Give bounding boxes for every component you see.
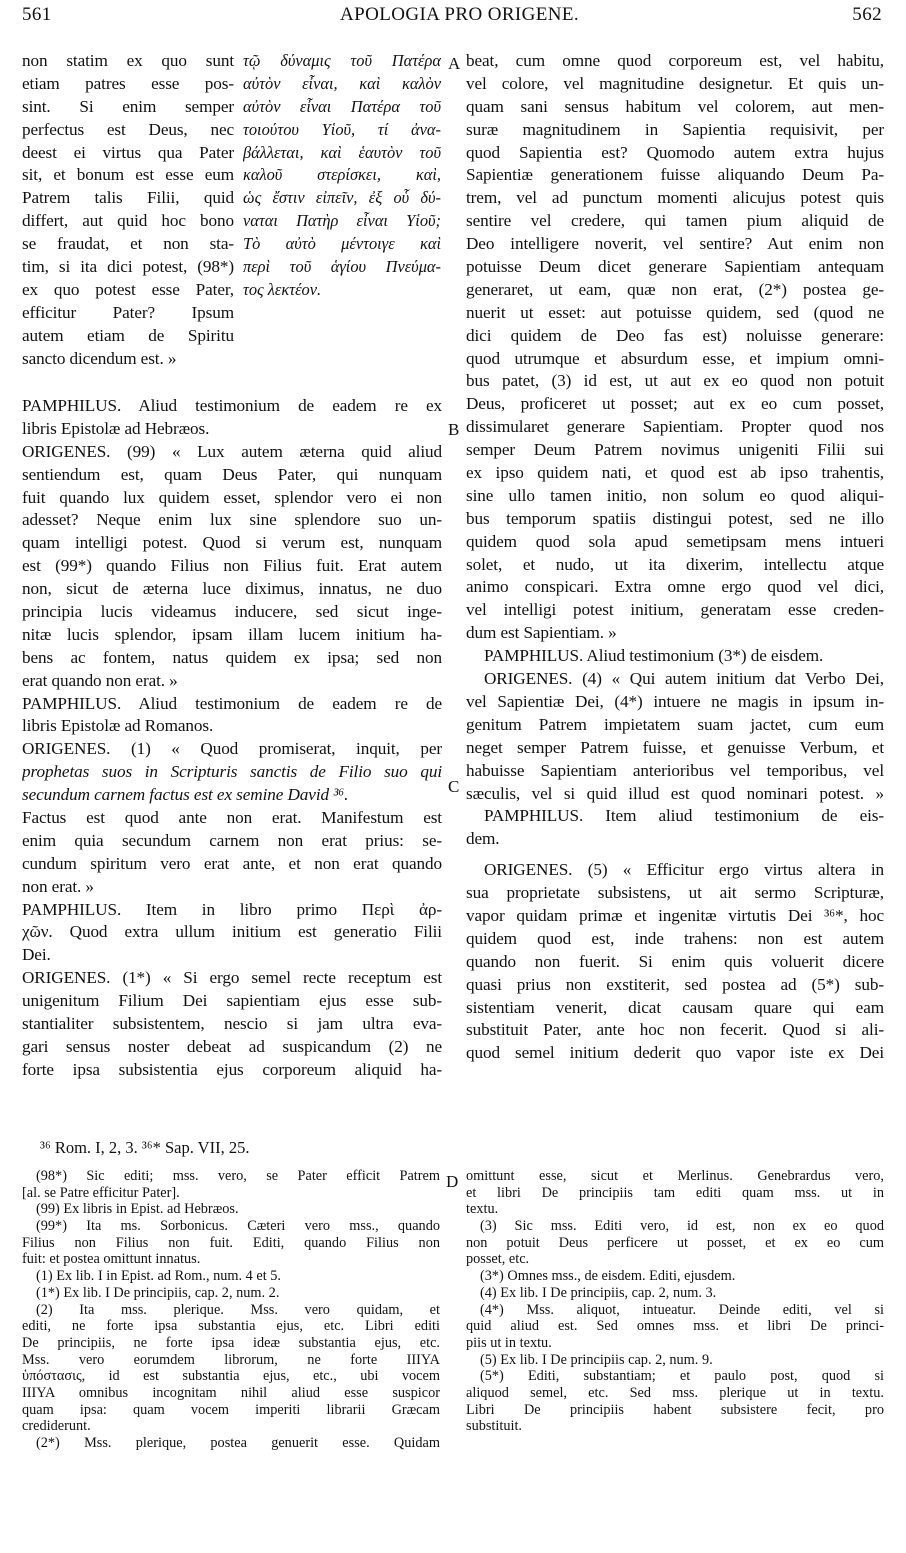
- text-line: unigenitum Filium Dei sapientiam ejus esse sub-: [22, 991, 442, 1011]
- text-line: prophetas suos in Scripturis sanctis de Filio suo qui: [22, 762, 442, 782]
- text-line: Dei.: [22, 945, 51, 965]
- heading-line: PAMPHILUS. Aliud testimonium de eadem re ex: [22, 396, 442, 415]
- text-line: quasi prius non exstiterit, sed postea ad (5*) sub-: [466, 974, 884, 994]
- text-line: quod semel initium dederit quo vapor iste ex Dei: [466, 1043, 884, 1063]
- text-line: secundum carnem factus est ex semine David ³⁶.: [22, 785, 349, 805]
- greek-line: περὶ τοῦ ἁγίου Πνεύμα-: [243, 257, 441, 277]
- text-line: quidem quod est, inde trahens: non est autem: [466, 928, 884, 948]
- footnote-line: substituit.: [466, 1418, 523, 1435]
- footnote-line: posset, etc.: [466, 1251, 530, 1268]
- greek-line: βάλλεται, καὶ ἑαυτὸν τοῦ: [243, 142, 441, 162]
- text-line: beat, cum omne quod corporeum est, vel habitu,: [466, 51, 884, 70]
- heading-line: PAMPHILUS. Item in libro primo Περὶ ἀρ-: [22, 899, 442, 919]
- text-line: Factus est quod ante non erat. Manifestum est: [22, 808, 442, 828]
- text-line: solet, et nudo, ut ita dixerim, intellectu atque: [466, 554, 884, 574]
- text-line: non, sicut de æterna luce diximus, innatus, ne duo: [22, 579, 442, 599]
- footnotes-left: [22, 1168, 440, 1452]
- text-line: perfectus est Deus, nec: [22, 119, 234, 139]
- text-line: forte ipsa subsistentia ejus corporeum aliquid ha-: [22, 1059, 442, 1079]
- text-line: etiam patres esse pos-: [22, 73, 234, 93]
- text-line: habuisse Sapientiam anterioribus vel temporibus, vel: [466, 760, 884, 780]
- greek-column: [243, 50, 441, 302]
- text-line: bens ac fontem, natus quidem ex ipsa; sed non: [22, 647, 442, 667]
- text-line: fuit quando lux quidem esset, splendor vero ei non: [22, 487, 442, 507]
- text-line: differt, aut quid hoc bono: [22, 211, 234, 231]
- heading-line: PAMPHILUS. Item aliud testimonium de eis-: [484, 806, 884, 826]
- footnote-line: (98*) Sic editi; mss. vero, se Pater efficit Patrem: [36, 1168, 440, 1184]
- margin-letter-d: D: [446, 1172, 459, 1191]
- text-line: ex quo potest esse Pater,: [22, 279, 234, 299]
- footnote-line: ὑπόστασις, id est substantia ejus, etc., ubi vocem: [22, 1368, 440, 1385]
- footnote-line: De principiis, ne forte ipsa ideæ substantia ejus, etc.: [22, 1334, 440, 1351]
- text-line: sæculis, vel si quid illud est quod nominari potest. »: [466, 783, 884, 803]
- footnote-line: (1*) Ex lib. I De principiis, cap. 2, num. 2.: [36, 1284, 280, 1301]
- text-line: vapor quidam primæ et ingenitæ virtutis Dei ³⁶*, hoc: [466, 905, 884, 925]
- text-line: bus temporum spatiis distingui potest, sed ne illo: [466, 508, 884, 528]
- text-line: Deus, proficeret ut posset; aut ex eo cum posset,: [466, 394, 884, 414]
- text-line: sint. Si enim semper: [22, 96, 234, 116]
- footnote-line: Libri De principiis habent subsistere fecit, pro: [466, 1401, 884, 1418]
- footnote-line: textu.: [466, 1201, 499, 1218]
- text-line: gari sensus noster debeat ad suspicandum (2) ne: [22, 1036, 442, 1056]
- text-line: trem, vel ad punctum momenti alicujus potest quis: [466, 188, 884, 208]
- footnote-line: quam ipsa: quam vocem imperiti librarii Græcam: [22, 1401, 440, 1418]
- margin-letter-c: C: [448, 777, 460, 796]
- footnote-line: editi, ne forte ipsa substantia ejus, etc. Libri editi: [22, 1318, 440, 1335]
- text-line: sua proprietate subsistens, ut ait sermo Scripturæ,: [466, 883, 884, 903]
- text-line: stantialiter subsistentem, nescio si jam ultra eva-: [22, 1014, 442, 1034]
- greek-line: τῷ δύναμις τοῦ Πατέρα: [243, 51, 441, 70]
- text-line: est (99*) quando Filius non Filius fuit. Erat autem: [22, 556, 442, 576]
- text-line: sistentiam venerit, dicat causam quare qui eam: [466, 997, 884, 1017]
- greek-line: ὡς ἔστιν εἰπεῖν, ἐξ οὗ δύ-: [243, 188, 441, 208]
- text-line: non statim ex quo sunt: [22, 51, 234, 70]
- footnote-line: omittunt esse, sicut et Merlinus. Genebrardus vero,: [466, 1168, 884, 1184]
- text-line: dem.: [466, 829, 500, 849]
- footnote-line: Mss. vero eorumdem librorum, ne forte IIIYA: [22, 1351, 440, 1368]
- page-number-left: 561: [22, 4, 52, 25]
- text-line: quando non fuerit. Si enim quis voluerit dicere: [466, 951, 884, 971]
- page-number-right: 562: [852, 4, 882, 25]
- footnote-line: (4*) Mss. aliquot, intueatur. Deinde editi, vel si: [480, 1301, 884, 1318]
- footnote-line: crediderunt.: [22, 1418, 91, 1435]
- text-line: vel colore, vel magnitudine designetur. Et quis un-: [466, 73, 884, 93]
- text-line: animo conspicari. Extra omne ergo quod vel dici,: [466, 577, 884, 597]
- text-line: libris Epistolæ ad Hebræos.: [22, 418, 210, 438]
- footnote-line: non potuit Deus perficere ut posset, et ex eo cum: [466, 1234, 884, 1251]
- text-line: cundum spiritum vero erat ante, et non erat quando: [22, 853, 442, 873]
- text-line: substituit Pater, ante hoc non fecerit. Quod si ali-: [466, 1020, 884, 1040]
- footnote-line: (3*) Omnes mss., de eisdem. Editi, ejusdem.: [480, 1268, 736, 1285]
- text-line: ORIGENES. (5) « Efficitur ergo virtus altera in: [484, 860, 884, 880]
- footnote-line: [al. se Patre efficitur Pater].: [22, 1184, 180, 1201]
- text-line: Patrem talis Filii, quid: [22, 188, 234, 208]
- greek-line: αὐτὸν εἶναι, καὶ καλὸν: [243, 73, 441, 93]
- text-line: potuisse Deum dicet generare Sapientiam antequam: [466, 257, 884, 277]
- margin-letter-a: A: [448, 54, 461, 73]
- text-line: neget semper Patrem fuisse, et genuisse Verbum, et: [466, 737, 884, 757]
- footnote-line: piis ut in textu.: [466, 1334, 552, 1351]
- footnote-line: (99*) Ita ms. Sorbonicus. Cæteri vero mss., quando: [36, 1218, 440, 1235]
- text-line: ORIGENES. (4) « Qui autem initium dat Verbo Dei,: [484, 669, 884, 689]
- footnote-line: (3) Sic mss. Editi vero, id est, non ex eo quod: [480, 1218, 884, 1235]
- text-line: non erat. »: [22, 876, 94, 896]
- footnote-line: (4) Ex lib. I De principiis, cap. 2, num. 3.: [480, 1284, 717, 1301]
- text-line: sit, et bonum est esse eum: [22, 165, 234, 185]
- footnote-line: (2) Ita mss. plerique. Mss. vero quidam, et: [36, 1301, 440, 1318]
- text-line: principia lucis videamus inducere, sed sicut inge-: [22, 602, 442, 622]
- left-column-lower: [22, 395, 442, 1082]
- footnote-line: et libri De principiis tam editi quam mss. ut in: [466, 1184, 884, 1201]
- text-line: dum est Sapientiam. »: [466, 623, 617, 643]
- text-line: Sapientiæ generationem fuisse aliquando Deum Pa-: [466, 165, 884, 185]
- text-line: quam sani sensus habitum vel colorem, aut men-: [466, 96, 884, 116]
- text-line: adesset? Neque enim lux sine splendore suo un-: [22, 510, 442, 530]
- text-line: ORIGENES. (1) « Quod promiserat, inquit, per: [22, 739, 442, 759]
- footnote-line: Filius non Filius non fuit. Editi, quando Filius non: [22, 1234, 440, 1251]
- text-line: erat quando non erat. »: [22, 670, 178, 690]
- greek-line: αὐτὸν εἶναι Πατέρα τοῦ: [243, 96, 441, 116]
- text-line: generaret, ut eam, quæ non erat, (2*) postea ge-: [466, 279, 884, 299]
- text-line: Deo intelligere noverit, vel sentire? Aut enim non: [466, 234, 884, 254]
- footnote-line: IIIYA omnibus incognitam nihil aliud esse suspicor: [22, 1384, 440, 1401]
- running-title: APOLOGIA PRO ORIGENE.: [340, 4, 580, 25]
- footnote-line: (1) Ex lib. I in Epist. ad Rom., num. 4 et 5.: [36, 1268, 282, 1285]
- right-column: [466, 50, 884, 1065]
- greek-line: καλοῦ στερίσκει, καὶ,: [243, 165, 441, 185]
- scripture-references: ³⁶ Rom. I, 2, 3. ³⁶* Sap. VII, 25.: [40, 1138, 250, 1157]
- footnote-line: (99) Ex libris in Epist. ad Hebræos.: [36, 1201, 239, 1218]
- text-line: bus patet, (3) id est, ut aut ex eo quod non potuit: [466, 371, 884, 391]
- text-line: quam intelligi potest. Quod si verum est, nunquam: [22, 533, 442, 553]
- text-line: ORIGENES. (99) « Lux autem æterna quid aliud: [22, 441, 442, 461]
- text-line: dissimularet generare Sapientiam. Propter quod nos: [466, 417, 884, 437]
- heading-line: PAMPHILUS. Aliud testimonium (3*) de eisdem.: [484, 646, 824, 666]
- footnote-line: (5) Ex lib. I De principiis cap. 2, num. 9.: [480, 1351, 713, 1368]
- text-line: suræ magnitudinem in Sapientia requisivit, per: [466, 119, 884, 139]
- text-line: se fraudat, et non sta-: [22, 234, 234, 254]
- text-line: quidem quod sola apud semetipsam mens intueri: [466, 531, 884, 551]
- text-line: dici quidem de Deo fas est) noluisse generare:: [466, 325, 884, 345]
- text-line: efficitur Pater? Ipsum: [22, 302, 234, 322]
- text-line: nuerit ut esset: aut potuisse quidem, sed (quod ne: [466, 302, 884, 322]
- footnote-line: (2*) Mss. plerique, postea genuerit esse. Quidam: [36, 1435, 440, 1451]
- footnote-line: aliquod semel, etc. Sed mss. plerique ut in textu.: [466, 1384, 884, 1401]
- footnotes-right: [466, 1168, 884, 1435]
- text-line: autem etiam de Spiritu: [22, 325, 234, 345]
- greek-line: ναται Πατὴρ εἶναι Υἱοῦ;: [243, 211, 441, 231]
- text-line: quod utrumque et absurdum esse, et impium omni-: [466, 348, 884, 368]
- text-line: sancto dicendum est. »: [22, 348, 177, 368]
- text-line: vel intelligi potest initium, generatam esse creden-: [466, 600, 884, 620]
- greek-line: τος λεκτέον.: [243, 279, 322, 299]
- text-line: quod Sapientia est? Quomodo autem extra hujus: [466, 142, 884, 162]
- footnote-line: (5*) Editi, substantiam; et paulo post, quod si: [480, 1368, 884, 1385]
- text-line: sentiendum est, quam Deus Pater, qui nunquam: [22, 464, 442, 484]
- text-line: deest ei virtus qua Pater: [22, 142, 234, 162]
- text-line: semper Deum Patrem novimus unigeniti Filii sui: [466, 440, 884, 460]
- greek-line: τοιούτου Υἱοῦ, τί ἀνα-: [243, 119, 441, 139]
- text-line: libris Epistolæ ad Romanos.: [22, 716, 214, 736]
- text-line: tim, si ita dici potest, (98*): [22, 257, 234, 277]
- text-line: ORIGENES. (1*) « Si ergo semel recte receptum est: [22, 968, 442, 988]
- text-line: enim quia secundum carnem non erat prius: se-: [22, 830, 442, 850]
- text-line: genitum Patrem impietatem suam jactet, cum eum: [466, 714, 884, 734]
- text-line: sentire vel credere, qui tamen pium aliquid de: [466, 211, 884, 231]
- text-line: ex ipso quidem nati, et quod est ab ipso trahentis,: [466, 463, 884, 483]
- heading-line: PAMPHILUS. Aliud testimonium de eadem re de: [22, 693, 442, 713]
- latin-narrow-column: [22, 50, 234, 370]
- text-line: χῶν. Quod extra ullum initium est generatio Filii: [22, 922, 442, 942]
- margin-letter-b: B: [448, 420, 460, 439]
- text-line: sine ullo tamen initio, non solum eo quod aliqui-: [466, 485, 884, 505]
- footnote-line: fuit: et postea omittunt innatus.: [22, 1251, 201, 1268]
- text-line: nitæ lucis splendor, ipsam illam lucem initium ha-: [22, 624, 442, 644]
- footnote-line: quid aliud est. Sed omnes mss. et libri De princi-: [466, 1318, 884, 1335]
- greek-line: Τὸ αὐτὸ μέντοιγε καὶ: [243, 234, 441, 254]
- text-line: vel Sapientiæ Dei, (4*) intuere ne magis in ipsum in-: [466, 691, 884, 711]
